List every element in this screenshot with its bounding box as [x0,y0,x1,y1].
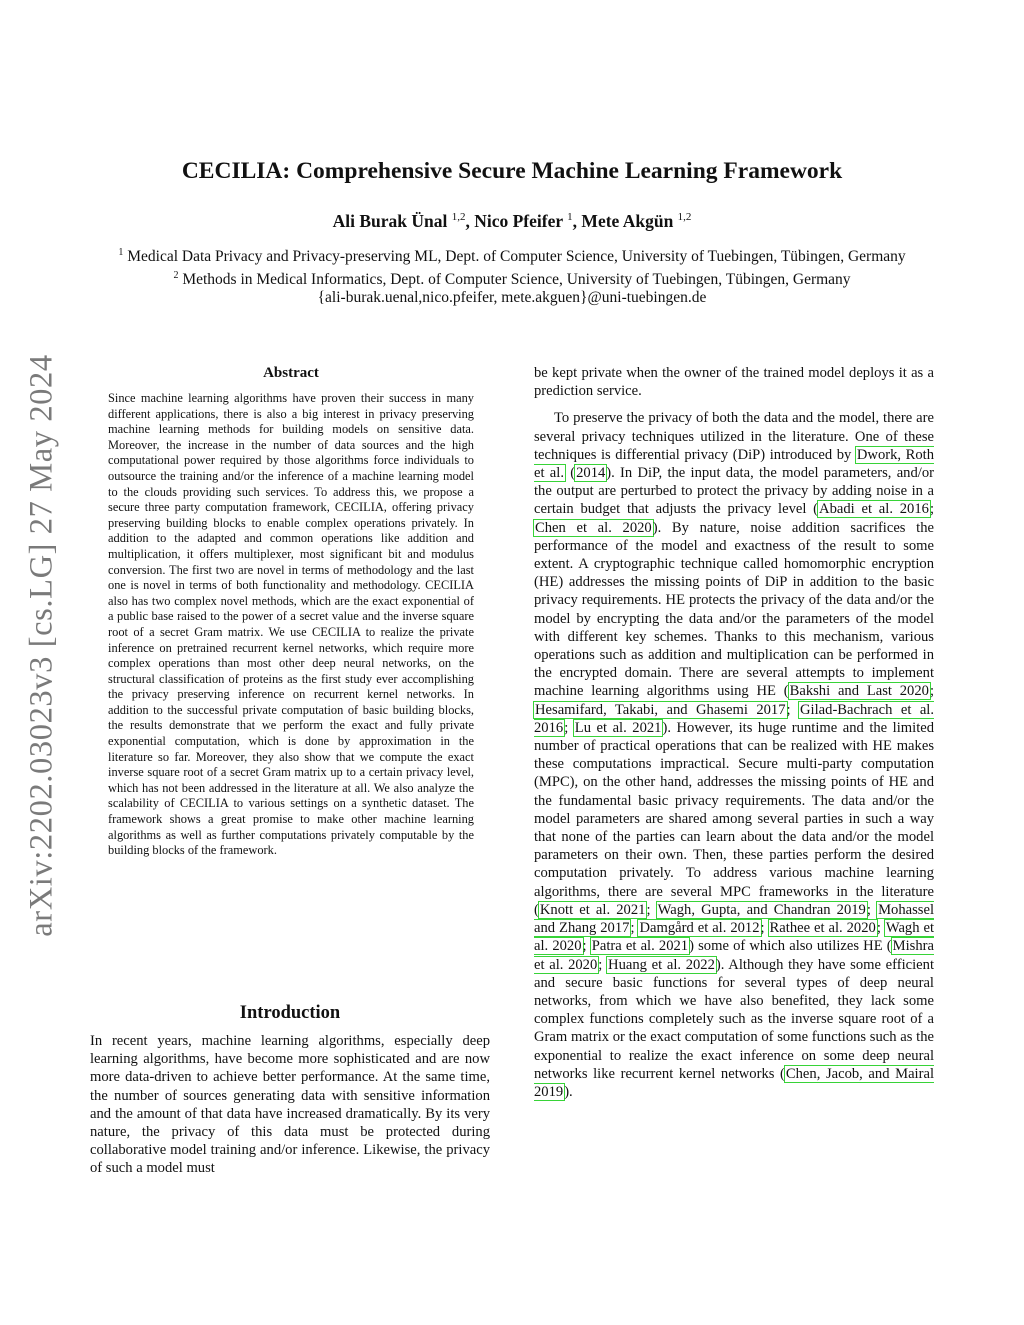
affiliation-number: 2 [173,269,179,281]
paragraph-text: ). Although they have some efficient and secure basic functions for several types of deep neural networks, from which we have also benefited, they lack some complex functions completely such as the inverse square root of a Gram matrix or the exact computation of some functions such as the exponential to realize the exact inference on some deep neural networks like recurrent kernel networks ( [534,956,935,1082]
citation-link[interactable]: Damgård et al. 2012 [639,920,760,937]
author-list: Ali Burak Ünal $^{1,2}$, Nico Pfeifer $^1$, Mete Akgün $^{1,2}$ [332,211,692,231]
citation-link[interactable]: Chen et al. 2020 [535,519,652,536]
paragraph-text: ( [564,465,576,482]
introduction-heading: Introduction [239,1003,341,1023]
author-name: Mete Akgün [581,211,674,231]
citation-link[interactable]: Abadi et al. 2016 [819,501,929,518]
abstract-body: Since machine learning algorithms have proven their success in many different applications, there is also a big interest in privacy preserving machine learning methods for building models on sensitive data. Moreover, the increase in the number of data sources and the high computational power required by those algorithms force individuals to outsource the training and/or the inference of a machine learning model to the clouds providing such services. To address this, we propose a secure three party computation framework, CECILIA, offering privacy preserving building blocks to enable complex operations privately. In addition to the adapted and common operations like addition and multiplication, it offers multiplexer, most significant bit and modulus conversion. The first two are novel in terms of methodology and the last one is novel in terms of both functionality and methodology. CECILIA also has two complex novel methods, which are the exact exponential of a public base raised to the power of a secret value and the inverse square root of a secret Gram matrix. We use CECILIA to realize the private inference on pretrained recurrent kernel networks, which require more complex operations than most other deep neural networks, on the structural classification of proteins as the first study ever accomplishing the privacy preserving inference on recurrent kernel networks. In addition to the successful private computation of basic building blocks, the results demonstrate that we perform the exact and fully private exponential computation, which is done by approximation in the literature so far. Moreover, they also show that we compute the exact inverse square root of a secret Gram matrix up to a certain privacy level, which has not been addressed in the literature at all. We also analyze the scalability of CECILIA to various settings on a synthetic dataset. The framework shows a great promise to make other machine learning algorithms as well as further computations privately computable by the building blocks of the framework. [108,391,474,858]
arxiv-identifier-stamp [16,345,68,945]
citation-link[interactable]: Huang et al. 2022 [608,956,715,973]
paragraph-text: ). However, its huge runtime and the limited number of practical operations that can be realized with HE makes these computations impractical. Secure multi-party computation (MPC), on the other hand, addresses the missing points of HE and the fundamental basic privacy requirements. The data and/or the model parameters are shared among several parties in such a way that none of the parties can learn about the data and/or the model parameters on their own. Then, these parties perform the desired computation privately. To address various machine learning algorithms, there are several MPC frameworks in the literature ( [534,719,935,918]
paragraph-text: ) some of which also utilizes HE ( [689,938,892,955]
paper-title: CECILIA: Comprehensive Secure Machine Learning Framework [181,158,843,184]
affiliation-text: Methods in Medical Informatics, Dept. of Computer Science, University of Tuebingen, Tübingen, Germany [182,270,851,288]
citation-link[interactable]: Rathee et al. 2020 [769,920,876,937]
paragraph-text: ; [582,938,591,955]
author-emails: {ali-burak.uenal,nico.pfeifer, mete.akguen}@uni-tuebingen.de [317,289,707,307]
paragraph-text: ; [598,956,608,973]
citation-link[interactable]: Hesamifard, Takabi, and Ghasemi 2017 [535,701,786,718]
introduction-section [90,1003,490,1178]
citation-link[interactable]: Patra et al. 2021 [591,938,689,955]
paragraph-text: ; [760,920,769,937]
paragraph-text: ; [929,501,934,518]
paragraph-text: To preserve the privacy of both the data and the model, there are several privacy techniques utilized in the literature. One of these techniques is differential privacy (DiP) introduced by [534,410,934,463]
paragraph-text: ). By nature, noise addition sacrifices the performance of the model and exactness of the result to some extent. A cryptographic technique called homomorphic encryption (HE) addresses the missing points of DiP in addition to the basic privacy requirements. HE protects the privacy of the data and/or the model by encrypting the data and/or the parameters of the model with different key schemes. Thanks to this mechanism, various operations such as addition and multiplication can be performed in the encrypted domain. There are several attempts to implement machine learning algorithms using HE ( [534,519,934,700]
citation-link[interactable]: Bakshi and Last 2020 [789,683,929,700]
paragraph-text: ). In DiP, the input data, the model parameters, and/or the output are perturbed to protect the privacy by adding noise in a certain budget that adjusts the privacy level ( [534,465,934,518]
affiliation-text: Medical Data Privacy and Privacy-preserving ML, Dept. of Computer Science, University of Tuebingen, Tübingen, Germany [127,248,906,266]
citation-link[interactable]: Gilad-Bachrach et al. 2016 [534,701,934,736]
citation-link[interactable]: Wagh et al. 2020 [534,920,935,955]
paragraph-text: ; [876,920,885,937]
affiliations [0,244,1024,308]
citation-link[interactable]: Mohassel and Zhang 2017 [534,901,935,937]
abstract-heading: Abstract [263,365,319,381]
paragraph-text: ). [564,1083,573,1100]
right-column [534,364,934,1101]
citation-link[interactable]: Dwork, Roth et al. [534,446,934,482]
author-affiliation-mark: 1 [567,211,573,224]
affiliation-line [0,244,1024,267]
citation-link[interactable]: Lu et al. 2021 [574,719,662,736]
citation-link[interactable]: Mishra et al. 2020 [534,938,935,973]
citation-link[interactable]: 2014 [576,465,606,482]
paragraph-text: ; [866,901,878,918]
affiliation-number: 1 [118,247,124,258]
introduction-body: In recent years, machine learning algorithms, especially deep learning algorithms, have become more sophisticated and are now more data-driven to achieve better performance. At the same time, the number of sources generating data with sensitive information and the amount of that data have increased dramatically. By its very nature, the privacy of this data must be protected during collaborative model training and/or inference. Likewise, the privacy of such a model must [90,1033,490,1177]
citation-link[interactable]: Chen, Jacob, and Mairal 2019 [534,1065,934,1100]
paragraph-privacy-techniques [534,409,934,1101]
citation-link[interactable]: Knott et al. 2021 [539,901,646,918]
abstract-section [108,365,474,859]
paragraph-text: ; [646,901,657,918]
paragraph-text: ; [786,701,800,718]
author-name: Nico Pfeifer [474,211,563,231]
paragraph-text: ; [630,920,639,937]
paragraph-text: ; [564,719,574,736]
paragraph-text: ; [929,683,934,700]
citation-link[interactable]: Wagh, Gupta, and Chandran 2019 [657,901,866,918]
arxiv-identifier-text: arXiv:2202.03023v3 [cs.LG] 27 May 2024 [23,353,60,937]
author-affiliation-mark: 1,2 [677,211,692,224]
author-name: Ali Burak Ünal [332,211,448,231]
affiliation-line [0,267,1024,290]
author-affiliation-mark: 1,2 [451,211,466,224]
paragraph-continued: be kept private when the owner of the trained model deploys it as a prediction service. [534,365,934,400]
